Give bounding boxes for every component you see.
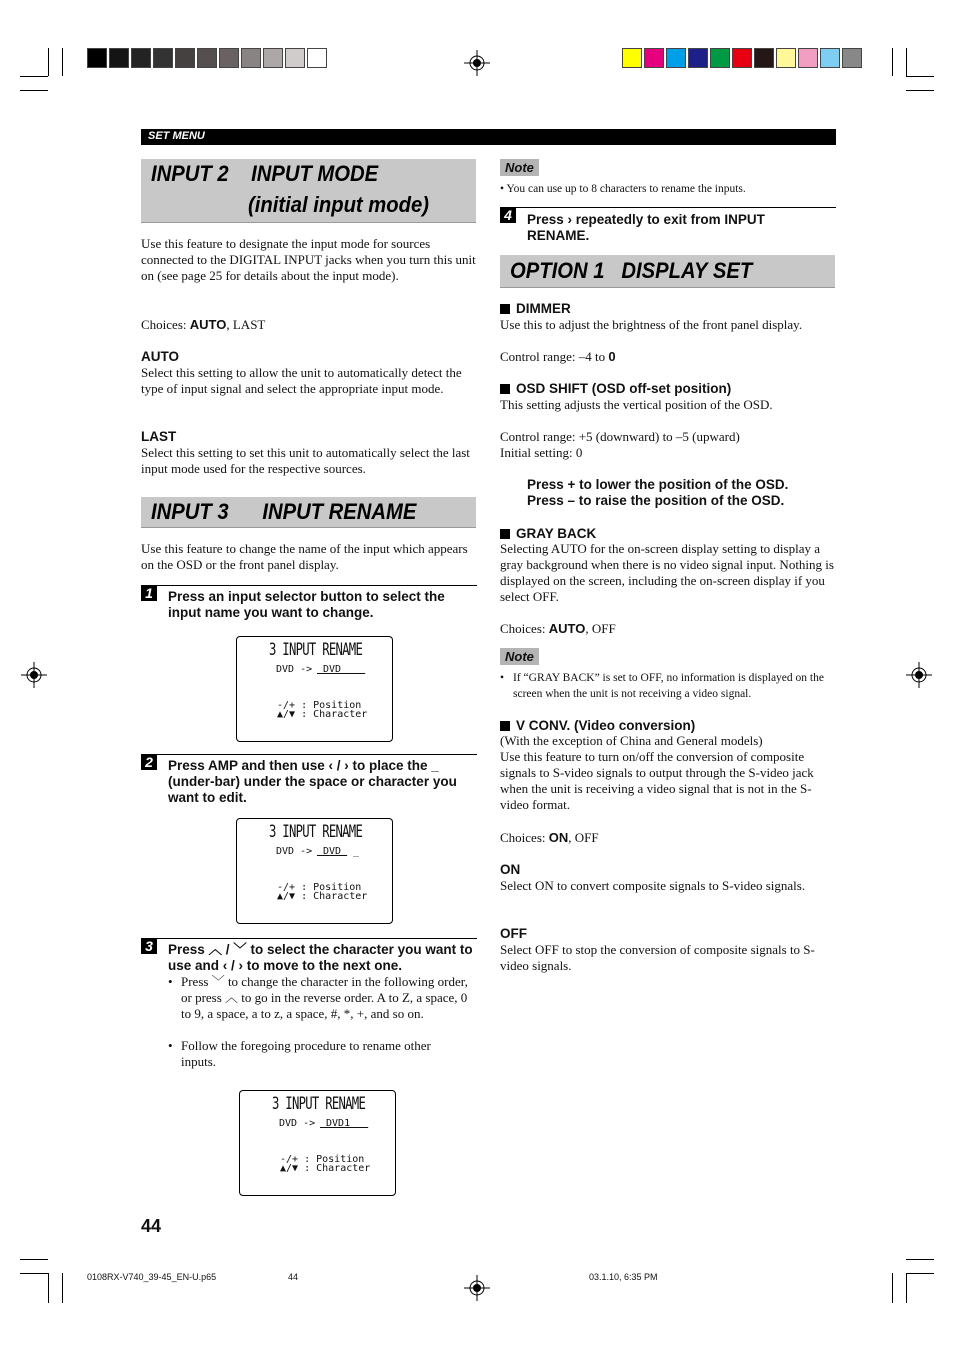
osd-hint-position: -/+ : Position: [277, 700, 362, 711]
input2-title-band: [141, 159, 476, 223]
footer-date: 03.1.10, 6:35 PM: [589, 1272, 658, 1282]
gray-swatch: [87, 48, 107, 68]
dimmer-heading: DIMMER: [500, 301, 571, 316]
auto-text: Select this setting to allow the unit to automatically detect the type of input signal and select the appropriate input mode.: [141, 365, 462, 396]
gray-swatch: [219, 48, 239, 68]
color-swatch: [732, 48, 752, 68]
v-conv-text: Use this feature to turn on/off the conversion of composite signals to S-video signals to output through the S-video jack when the unit is receiving a video signal that is not in the S-video format.: [500, 749, 814, 812]
v-conv-heading: V CONV. (Video conversion): [500, 718, 695, 733]
section-header-label: SET MENU: [148, 130, 205, 142]
osd-screen-3: [239, 1090, 396, 1196]
color-swatch: [666, 48, 686, 68]
color-swatch: [622, 48, 642, 68]
color-swatch: [842, 48, 862, 68]
osd-shift-heading: OSD SHIFT (OSD off-set position): [500, 381, 731, 396]
off-text: Select OFF to stop the conversion of composite signals to S-video signals.: [500, 942, 815, 973]
color-swatch: [798, 48, 818, 68]
osd-screen-1: [236, 636, 393, 742]
note-tag: Note: [500, 648, 539, 665]
color-swatch: [754, 48, 774, 68]
osd-cursor: _: [353, 846, 360, 857]
input3-intro: Use this feature to change the name of the input which appears on the OSD or the front panel display.: [141, 541, 468, 572]
osd-value: DVD: [317, 664, 366, 675]
on-heading: ON: [500, 862, 521, 877]
step1-number: 1: [141, 585, 157, 601]
input2-choices: Choices: AUTO, LAST: [141, 317, 266, 332]
step3-number: 3: [141, 938, 157, 954]
v-conv-choices: Choices: ON, OFF: [500, 830, 599, 845]
square-bullet-icon: [500, 529, 510, 539]
osd-value: DVD: [317, 846, 348, 857]
registration-mark-icon: [21, 662, 47, 688]
gray-swatch: [131, 48, 151, 68]
gray-swatch: [197, 48, 217, 68]
osd-title: 3 INPUT RENAME: [272, 1094, 366, 1114]
last-heading: LAST: [141, 429, 177, 444]
input2-title-line1: INPUT 2 INPUT MODE: [151, 161, 379, 186]
osd-hint-character: ▲/▼ : Character: [277, 891, 368, 902]
step3-rule: [141, 938, 477, 939]
color-swatch: [820, 48, 840, 68]
on-text: Select ON to convert composite signals to S-video signals.: [500, 878, 806, 893]
osd-hint-position: -/+ : Position: [280, 1154, 365, 1165]
gray-back-choices: Choices: AUTO, OFF: [500, 621, 616, 636]
osd-source: DVD ->: [279, 1118, 316, 1129]
osd-shift-press-lower: Press + to lower the position of the OSD.: [527, 477, 789, 492]
registration-mark-icon: [464, 1275, 490, 1301]
gray-swatch: [307, 48, 327, 68]
square-bullet-icon: [500, 721, 510, 731]
osd-shift-range: Control range: +5 (downward) to –5 (upward): [500, 429, 740, 444]
osd-hint-position: -/+ : Position: [277, 882, 362, 893]
registration-mark-icon: [906, 662, 932, 688]
gray-swatch: [241, 48, 261, 68]
off-heading: OFF: [500, 926, 527, 941]
v-conv-subtitle: (With the exception of China and General models): [500, 733, 763, 748]
page-number: 44: [141, 1216, 162, 1236]
osd-shift-text: This setting adjusts the vertical position of the OSD.: [500, 397, 773, 412]
note-text-1: • You can use up to 8 characters to rename the inputs.: [500, 183, 746, 195]
step3-bullet-2: • Follow the foregoing procedure to rename other inputs.: [168, 1038, 431, 1069]
square-bullet-icon: [500, 384, 510, 394]
color-swatch: [644, 48, 664, 68]
osd-value: DVD1: [320, 1118, 369, 1129]
input2-intro: Use this feature to designate the input mode for sources connected to the DIGITAL INPUT jacks when you turn this unit on (see page 25 for details about the input mode).: [141, 236, 476, 283]
osd-hint-character: ▲/▼ : Character: [277, 709, 368, 720]
osd-shift-press-raise: Press – to raise the position of the OSD.: [527, 493, 785, 508]
osd-source: DVD ->: [276, 664, 313, 675]
color-swatch: [688, 48, 708, 68]
gray-swatch: [263, 48, 283, 68]
gray-swatch: [175, 48, 195, 68]
gray-back-text: Selecting AUTO for the on-screen display setting to display a gray background when there is no video signal input. Nothing is displayed on the screen, including the on-screen display if you select OFF.: [500, 541, 834, 604]
gray-back-heading: GRAY BACK: [500, 526, 596, 541]
color-swatch: [710, 48, 730, 68]
input3-title-band: [141, 497, 476, 528]
input2-title-line2: (initial input mode): [248, 192, 430, 217]
osd-screen-2: [236, 818, 393, 924]
osd-shift-initial: Initial setting: 0: [500, 445, 583, 460]
gray-swatch: [153, 48, 173, 68]
step2-text: Press AMP and then use ‹ / › to place the _ (under-bar) under the space or character you want to edit.: [168, 758, 457, 805]
dimmer-text: Use this to adjust the brightness of the front panel display.: [500, 317, 803, 332]
auto-heading: AUTO: [141, 349, 180, 364]
step4-rule: [500, 207, 836, 208]
color-swatch: [776, 48, 796, 68]
step3-text: Press ︿ / ﹀ to select the character you want to use and ‹ / › to move to the next one.: [168, 942, 473, 973]
dimmer-range: Control range: –4 to 0: [500, 349, 616, 364]
option1-title: OPTION 1 DISPLAY SET: [510, 258, 753, 283]
step1-rule: [141, 585, 477, 586]
step4-text: Press › repeatedly to exit from INPUT RENAME.: [527, 212, 765, 243]
step2-number: 2: [141, 754, 157, 770]
footer-filename: 0108RX-V740_39-45_EN-U.p65: [87, 1272, 217, 1282]
osd-source: DVD ->: [276, 846, 313, 857]
gray-swatch: [285, 48, 305, 68]
square-bullet-icon: [500, 304, 510, 314]
section-header-bar: [141, 129, 836, 145]
osd-title: 3 INPUT RENAME: [269, 640, 363, 660]
step1-text: Press an input selector button to select the input name you want to change.: [168, 589, 445, 620]
gray-swatch: [109, 48, 129, 68]
osd-title: 3 INPUT RENAME: [269, 822, 363, 842]
step2-rule: [141, 754, 477, 755]
footer-page: 44: [288, 1272, 299, 1282]
step3-bullet-1: • Press ﹀ to change the character in the following order, or press ︿ to go in the reverse order. A to Z, a space, 0 to 9, a space, a to z, a space, #, *, +, and so on.: [168, 974, 468, 1021]
input3-title: INPUT 3 INPUT RENAME: [151, 499, 417, 524]
note-text-2: • If “GRAY BACK” is set to OFF, no information is displayed on the screen when the unit is not receiving a video signal.: [500, 672, 824, 700]
option1-title-band: [500, 255, 835, 288]
last-text: Select this setting to set this unit to automatically select the last input mode used for the respective sources.: [141, 445, 470, 476]
registration-mark-icon: [464, 50, 490, 76]
osd-hint-character: ▲/▼ : Character: [280, 1163, 371, 1174]
step4-number: 4: [500, 207, 516, 223]
note-tag: Note: [500, 159, 539, 176]
